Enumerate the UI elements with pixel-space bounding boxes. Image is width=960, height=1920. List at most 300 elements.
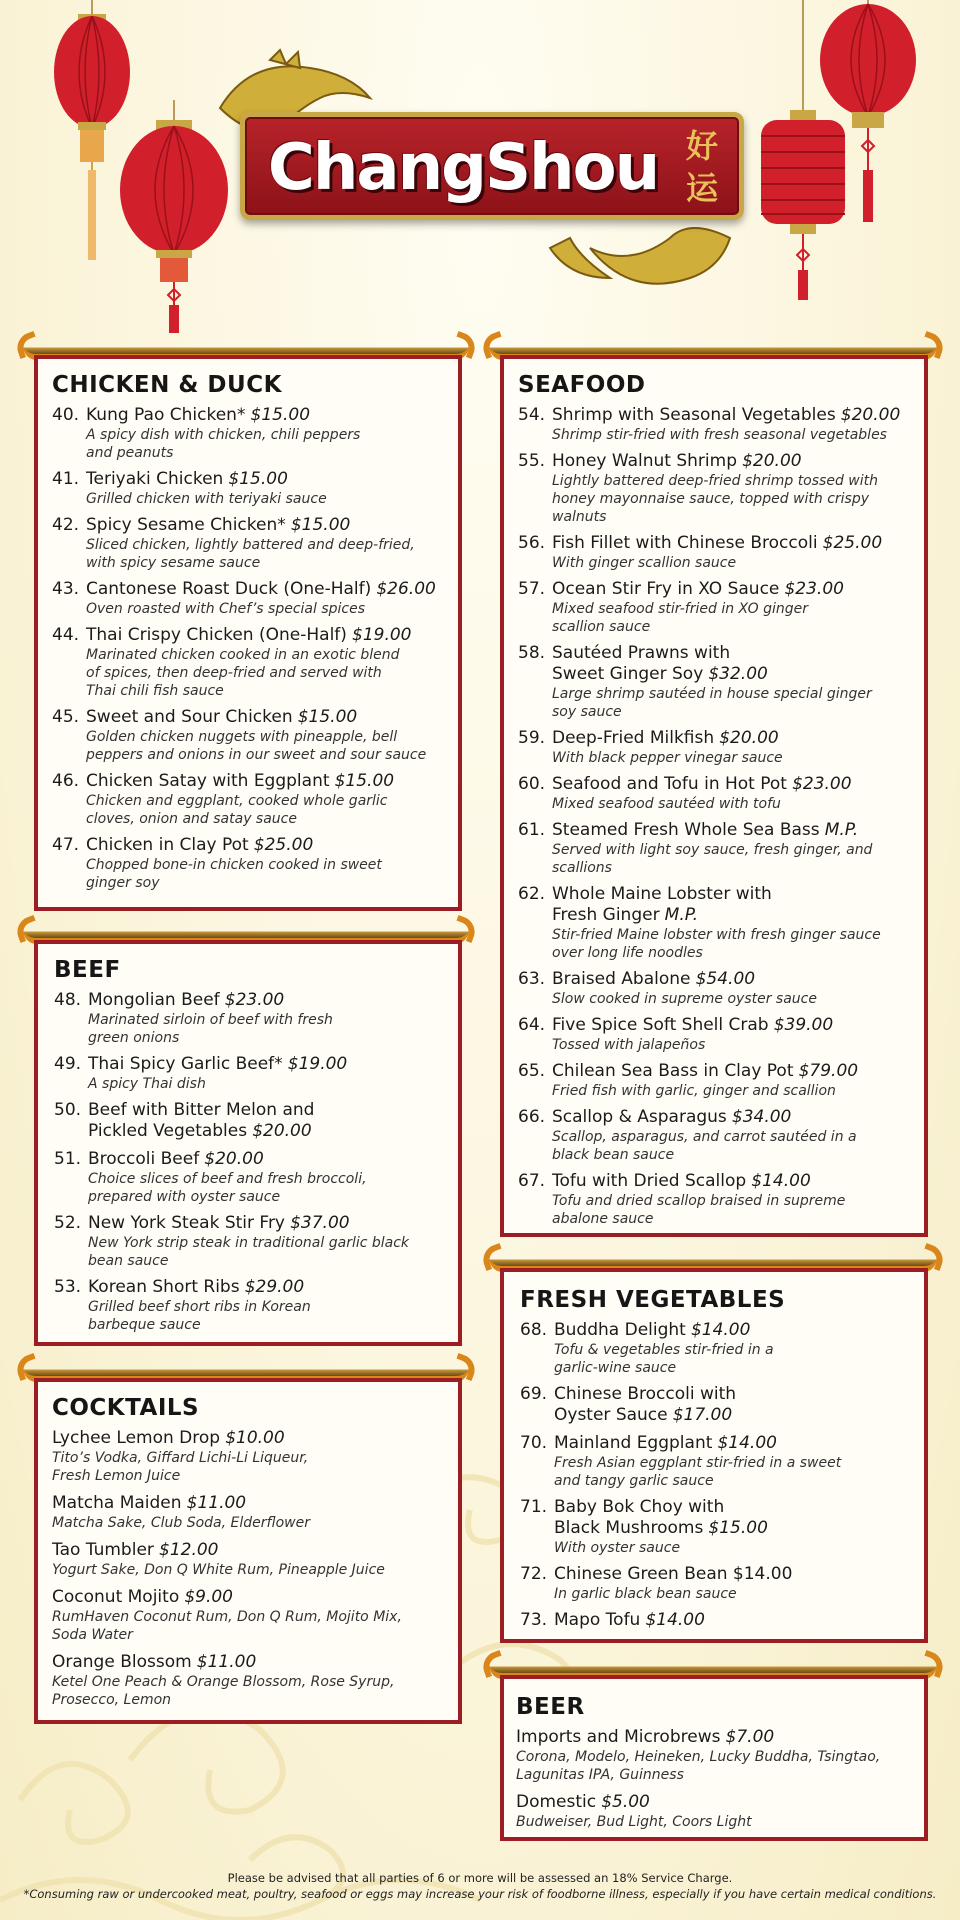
section-title: BEEF [54, 957, 121, 983]
item-name-continued: Black Mushrooms [554, 1518, 704, 1538]
item-description [52, 1608, 458, 1644]
item-name: Imports and Microbrews [516, 1727, 721, 1747]
item-price: $34.00 [731, 1107, 792, 1127]
item-number: 53. [54, 1277, 82, 1297]
item-name: Thai Spicy Garlic Beef* [88, 1054, 283, 1074]
item-description-line: With black pepper vinegar sauce [552, 750, 783, 766]
item-title-line [552, 774, 924, 795]
item-number: 68. [520, 1320, 548, 1340]
item-name-continued: Oyster Sauce [554, 1405, 668, 1425]
item-description [552, 1192, 924, 1228]
menu-item [54, 1277, 458, 1334]
menu-list [52, 1428, 458, 1709]
item-body [554, 1564, 924, 1603]
item-name: Deep-Fried Milkfish [552, 728, 715, 748]
item-body [552, 533, 924, 572]
item-body [86, 771, 458, 828]
item-description-line: Shrimp stir-fried with fresh seasonal vegetables [552, 427, 887, 443]
menu-item [518, 643, 924, 721]
item-title-line [552, 1061, 924, 1082]
item-description [552, 426, 924, 444]
item-name: Shrimp with Seasonal Vegetables [552, 405, 836, 425]
item-name: Cantonese Roast Duck (One-Half) [86, 579, 372, 599]
menu-list [518, 405, 924, 1228]
item-title-line [552, 884, 924, 905]
item-name: Kung Pao Chicken* [86, 405, 246, 425]
service-charge-note: Please be advised that all parties of 6 or more will be assessed an 18% Service Charge. [227, 1871, 733, 1885]
menu-item [54, 990, 458, 1047]
item-description [88, 1234, 458, 1270]
item-name: Honey Walnut Shrimp [552, 451, 737, 471]
item-body [552, 820, 924, 877]
item-description [554, 1454, 924, 1490]
item-description [552, 600, 924, 636]
item-price: $32.00 [708, 664, 768, 684]
menu-item [52, 1428, 458, 1485]
item-description-line: Fried fish with garlic, ginger and scallion [552, 1083, 836, 1099]
menu-item [52, 1652, 458, 1709]
item-description-line: With ginger scallion sauce [552, 555, 737, 571]
menu-item [518, 579, 924, 636]
item-number: 64. [518, 1015, 546, 1035]
item-description-line: Corona, Modelo, Heineken, Lucky Buddha, Tsingtao, [516, 1749, 881, 1765]
item-title-line [52, 1587, 458, 1608]
item-body [86, 625, 458, 700]
item-description [552, 990, 924, 1008]
item-description [52, 1561, 458, 1579]
item-description [552, 685, 924, 721]
item-body [554, 1610, 924, 1631]
item-price: $15.00 [228, 469, 288, 489]
item-description [88, 1298, 458, 1334]
item-title-line [88, 990, 458, 1011]
item-description [88, 1011, 458, 1047]
menu-item [520, 1610, 924, 1631]
menu-item [520, 1384, 924, 1426]
item-body [88, 1054, 458, 1093]
item-name: Beef with Bitter Melon and [88, 1100, 315, 1120]
menu-item [52, 405, 458, 462]
item-name: Mapo Tofu [554, 1610, 641, 1630]
menu-item [520, 1320, 924, 1377]
item-name: Chinese Green Bean $14.00 [554, 1564, 793, 1584]
item-description-line: In garlic black bean sauce [554, 1586, 737, 1602]
item-number: 70. [520, 1433, 548, 1453]
item-title-line [86, 625, 458, 646]
item-body [552, 969, 924, 1008]
item-body [554, 1433, 924, 1490]
item-name: Braised Abalone [552, 969, 691, 989]
item-description [552, 1036, 924, 1054]
item-number: 47. [52, 835, 80, 855]
item-name: New York Steak Stir Fry [88, 1213, 285, 1233]
item-description-line: Lightly battered deep-fried shrimp tossed with [552, 473, 878, 489]
item-description [554, 1341, 924, 1377]
section-seafood [500, 355, 928, 1237]
menu-item [52, 625, 458, 700]
item-body [86, 469, 458, 508]
item-body [554, 1320, 924, 1377]
item-name: Broccoli Beef [88, 1149, 200, 1169]
item-description-line: Thai chili fish sauce [86, 683, 224, 699]
item-number: 45. [52, 707, 80, 727]
item-description [554, 1539, 924, 1557]
item-body [88, 1100, 458, 1142]
item-title-line [554, 1405, 924, 1426]
item-body [88, 990, 458, 1047]
restaurant-logo [240, 112, 744, 224]
item-price: $15.00 [250, 405, 311, 425]
item-number: 69. [520, 1384, 548, 1404]
item-description-line: over long life noodles [552, 945, 703, 961]
item-description [86, 490, 458, 508]
item-title-line [86, 469, 458, 490]
menu-item [518, 1015, 924, 1054]
item-title-line [554, 1497, 924, 1518]
item-description-line: Grilled chicken with teriyaki sauce [86, 491, 327, 507]
logo-chinese-characters: 好运 [685, 127, 718, 207]
menu-list [54, 990, 458, 1334]
item-title-line [552, 579, 924, 600]
section-beef [34, 940, 462, 1346]
item-title-line [552, 1107, 924, 1128]
menu-item [518, 533, 924, 572]
item-description [516, 1748, 924, 1784]
item-description [552, 472, 924, 526]
menu-item [52, 1493, 458, 1532]
item-body [86, 835, 458, 892]
item-description-line: New York strip steak in traditional garlic black [88, 1235, 410, 1251]
menu-item [52, 515, 458, 572]
item-body [552, 1171, 924, 1228]
item-number: 62. [518, 884, 546, 904]
item-price: $25.00 [253, 835, 314, 855]
item-price: $25.00 [822, 533, 883, 553]
item-body [552, 1015, 924, 1054]
menu-item [516, 1792, 924, 1831]
item-title-line [516, 1727, 924, 1748]
item-description-line: Tito’s Vodka, Giffard Lichi-Li Liqueur, [52, 1450, 309, 1466]
lantern-icon [818, 0, 918, 228]
section-title: BEER [516, 1694, 585, 1720]
menu-item [518, 884, 924, 962]
item-description-line: Choice slices of beef and fresh broccoli, [88, 1171, 367, 1187]
item-name: Whole Maine Lobster with [552, 884, 772, 904]
item-name: Fish Fillet with Chinese Broccoli [552, 533, 818, 553]
item-description-line: Marinated chicken cooked in an exotic blend [86, 647, 400, 663]
menu-item [52, 469, 458, 508]
item-number: 55. [518, 451, 546, 471]
item-price: $20.00 [840, 405, 901, 425]
item-price: $14.00 [717, 1433, 777, 1453]
item-price: $15.00 [708, 1518, 768, 1538]
item-title-line [552, 905, 924, 926]
item-number: 60. [518, 774, 546, 794]
item-description-line: Budweiser, Bud Light, Coors Light [516, 1814, 752, 1830]
item-number: 57. [518, 579, 546, 599]
item-body [552, 884, 924, 962]
item-name-continued: Sweet Ginger Soy [552, 664, 704, 684]
item-description-line: Fresh Asian eggplant stir-fried in a sweet [554, 1455, 842, 1471]
item-description-line: Matcha Sake, Club Soda, Elderflower [52, 1515, 310, 1531]
item-description-line: scallion sauce [552, 619, 651, 635]
item-price: M.P. [664, 905, 699, 925]
item-description-line: scallions [552, 860, 612, 876]
item-body [88, 1277, 458, 1334]
item-price: $23.00 [784, 579, 844, 599]
item-name: Thai Crispy Chicken (One-Half) [86, 625, 347, 645]
item-price: $19.00 [352, 625, 412, 645]
item-number: 71. [520, 1497, 548, 1517]
item-title-line [86, 579, 458, 600]
item-name: Tofu with Dried Scallop [552, 1171, 747, 1191]
item-title-line [88, 1100, 458, 1121]
item-description-line: Ketel One Peach & Orange Blossom, Rose Syrup, [52, 1674, 395, 1690]
item-description-line: Mixed seafood stir-fried in XO ginger [552, 601, 809, 617]
logo-banner [240, 112, 744, 220]
item-body [552, 728, 924, 767]
item-number: 40. [52, 405, 80, 425]
item-body [552, 579, 924, 636]
item-description [52, 1514, 458, 1532]
item-body [552, 1061, 924, 1100]
item-description-line: Soda Water [52, 1627, 133, 1643]
item-body [552, 1107, 924, 1164]
item-number: 49. [54, 1054, 82, 1074]
item-title-line [86, 835, 458, 856]
item-name: Mainland Eggplant [554, 1433, 713, 1453]
item-description [552, 749, 924, 767]
item-name: Sautéed Prawns with [552, 643, 731, 663]
item-title-line [552, 643, 924, 664]
item-name: Lychee Lemon Drop [52, 1428, 221, 1448]
item-description-line: With oyster sauce [554, 1540, 681, 1556]
item-title-line [88, 1277, 458, 1298]
menu-item [54, 1149, 458, 1206]
item-description-line: cloves, onion and satay sauce [86, 811, 297, 827]
item-name: Steamed Fresh Whole Sea Bass [552, 820, 820, 840]
section-fresh-vegetables [500, 1268, 928, 1643]
item-price: $5.00 [601, 1792, 650, 1812]
item-title-line [88, 1121, 458, 1142]
item-description-line: Tofu & vegetables stir-fried in a [554, 1342, 774, 1358]
item-description-line: Stir-fried Maine lobster with fresh ginger sauce [552, 927, 881, 943]
item-price: $17.00 [672, 1405, 733, 1425]
consumer-advisory: *Consuming raw or undercooked meat, poultry, seafood or eggs may increase your risk of foodborne illness, especially if you have certain medical conditions. [23, 1887, 937, 1901]
item-description [52, 1673, 458, 1709]
item-number: 46. [52, 771, 80, 791]
item-name: Spicy Sesame Chicken* [86, 515, 286, 535]
menu-item [52, 579, 458, 618]
item-number: 52. [54, 1213, 82, 1233]
item-price: $20.00 [742, 451, 802, 471]
menu-item [518, 451, 924, 526]
item-body [554, 1384, 924, 1426]
item-description [552, 554, 924, 572]
item-price: $14.00 [690, 1320, 751, 1340]
item-number: 44. [52, 625, 80, 645]
item-description [552, 1082, 924, 1100]
item-name: Chicken in Clay Pot [86, 835, 249, 855]
menu-list [52, 405, 458, 892]
item-description-line: Slow cooked in supreme oyster sauce [552, 991, 817, 1007]
item-description-line: black bean sauce [552, 1147, 675, 1163]
item-title-line [52, 1428, 458, 1449]
menu-item [518, 820, 924, 877]
item-title-line [552, 820, 924, 841]
item-title-line [554, 1433, 924, 1454]
item-price: $39.00 [773, 1015, 834, 1035]
item-name: Matcha Maiden [52, 1493, 182, 1513]
item-description-line: Served with light soy sauce, fresh ginger, and [552, 842, 873, 858]
item-description-line: prepared with oyster sauce [88, 1189, 281, 1205]
menu-item [516, 1727, 924, 1784]
item-description-line: walnuts [552, 509, 607, 525]
item-price: $14.00 [751, 1171, 811, 1191]
section-title: CHICKEN & DUCK [52, 372, 282, 398]
section-title: FRESH VEGETABLES [520, 1287, 786, 1313]
item-price: $15.00 [290, 515, 351, 535]
item-title-line [88, 1213, 458, 1234]
item-description-line: Sliced chicken, lightly battered and deep-fried, [86, 537, 415, 553]
item-price: $29.00 [244, 1277, 305, 1297]
menu-item [518, 969, 924, 1008]
menu-item [520, 1564, 924, 1603]
item-description-line: Chicken and eggplant, cooked whole garlic [86, 793, 388, 809]
item-description-line: soy sauce [552, 704, 622, 720]
item-price: $14.00 [645, 1610, 705, 1630]
menu-item [52, 835, 458, 892]
item-name: Chinese Broccoli with [554, 1384, 737, 1404]
item-description [552, 926, 924, 962]
item-number: 61. [518, 820, 546, 840]
menu-item [54, 1054, 458, 1093]
item-name: Sweet and Sour Chicken [86, 707, 293, 727]
menu-item [54, 1100, 458, 1142]
item-price: $7.00 [725, 1727, 775, 1747]
item-description [88, 1075, 458, 1093]
item-title-line [552, 533, 924, 554]
menu-item [520, 1433, 924, 1490]
section-beer [500, 1675, 928, 1841]
item-name: Mongolian Beef [88, 990, 220, 1010]
item-description-line: Oven roasted with Chef’s special spices [86, 601, 366, 617]
menu-item [52, 771, 458, 828]
item-number: 42. [52, 515, 80, 535]
menu-item [520, 1497, 924, 1557]
item-name: Baby Bok Choy with [554, 1497, 725, 1517]
item-description-line: with spicy sesame sauce [86, 555, 261, 571]
item-description-line: Scallop, asparagus, and carrot sautéed in a [552, 1129, 857, 1145]
item-price: $26.00 [376, 579, 436, 599]
section-title: SEAFOOD [518, 372, 646, 398]
header [0, 0, 960, 330]
item-description-line: A spicy dish with chicken, chili peppers [86, 427, 361, 443]
item-description [86, 792, 458, 828]
item-title-line [52, 1652, 458, 1673]
item-title-line [552, 969, 924, 990]
item-price: $15.00 [297, 707, 358, 727]
item-price: $23.00 [224, 990, 285, 1010]
item-title-line [554, 1384, 924, 1405]
menu-item [518, 1107, 924, 1164]
item-description-line: RumHaven Coconut Rum, Don Q Rum, Mojito Mix, [52, 1609, 402, 1625]
item-description-line: of spices, then deep-fried and served with [86, 665, 382, 681]
menu-item [518, 1171, 924, 1228]
item-name-continued: Fresh Ginger [552, 905, 660, 925]
item-body [552, 405, 924, 444]
item-name: Coconut Mojito [52, 1587, 180, 1607]
item-description-line: abalone sauce [552, 1211, 654, 1227]
section-title: COCKTAILS [52, 1395, 200, 1421]
item-name: Chicken Satay with Eggplant [86, 771, 330, 791]
item-body [554, 1497, 924, 1557]
item-description-line: Lagunitas IPA, Guinness [516, 1767, 684, 1783]
item-price: $54.00 [695, 969, 756, 989]
item-description-line: Golden chicken nuggets with pineapple, bell [86, 729, 398, 745]
item-description [552, 795, 924, 813]
item-description-line: Tofu and dried scallop braised in supreme [552, 1193, 846, 1209]
item-price: $23.00 [792, 774, 852, 794]
menu-item [518, 1061, 924, 1100]
item-name: Domestic [516, 1792, 597, 1812]
item-description [86, 646, 458, 700]
item-body [86, 579, 458, 618]
item-description-line: Fresh Lemon Juice [52, 1468, 181, 1484]
item-description [516, 1813, 924, 1831]
item-price: $15.00 [334, 771, 395, 791]
item-description [86, 536, 458, 572]
item-price: $12.00 [159, 1540, 219, 1560]
item-number: 73. [520, 1610, 548, 1630]
item-description-line: Yogurt Sake, Don Q White Rum, Pineapple Juice [52, 1562, 385, 1578]
item-description-line: peppers and onions in our sweet and sour sauce [86, 747, 427, 763]
item-description-line: Mixed seafood sautéed with tofu [552, 796, 781, 812]
menu-list [520, 1320, 924, 1631]
item-description [88, 1170, 458, 1206]
item-number: 56. [518, 533, 546, 553]
item-body [552, 451, 924, 526]
item-description [552, 1128, 924, 1164]
item-title-line [554, 1320, 924, 1341]
item-description [552, 841, 924, 877]
item-title-line [552, 728, 924, 749]
item-title-line [86, 771, 458, 792]
item-description-line: Tossed with jalapeños [552, 1037, 706, 1053]
item-description-line: bean sauce [88, 1253, 169, 1269]
item-price: $20.00 [204, 1149, 264, 1169]
item-body [552, 643, 924, 721]
item-title-line [554, 1610, 924, 1631]
item-title-line [52, 1540, 458, 1561]
item-name: Korean Short Ribs [88, 1277, 240, 1297]
item-name: Five Spice Soft Shell Crab [552, 1015, 769, 1035]
item-description-line: Grilled beef short ribs in Korean [88, 1299, 311, 1315]
item-number: 59. [518, 728, 546, 748]
item-title-line [88, 1054, 458, 1075]
item-name: Teriyaki Chicken [86, 469, 224, 489]
item-body [86, 515, 458, 572]
item-body [88, 1213, 458, 1270]
item-title-line [552, 1171, 924, 1192]
menu-item [54, 1213, 458, 1270]
item-title-line [88, 1149, 458, 1170]
item-description-line: A spicy Thai dish [88, 1076, 206, 1092]
item-title-line [86, 707, 458, 728]
item-price: $79.00 [798, 1061, 859, 1081]
menu-item [518, 728, 924, 767]
logo-text: ChangShou [267, 131, 659, 205]
